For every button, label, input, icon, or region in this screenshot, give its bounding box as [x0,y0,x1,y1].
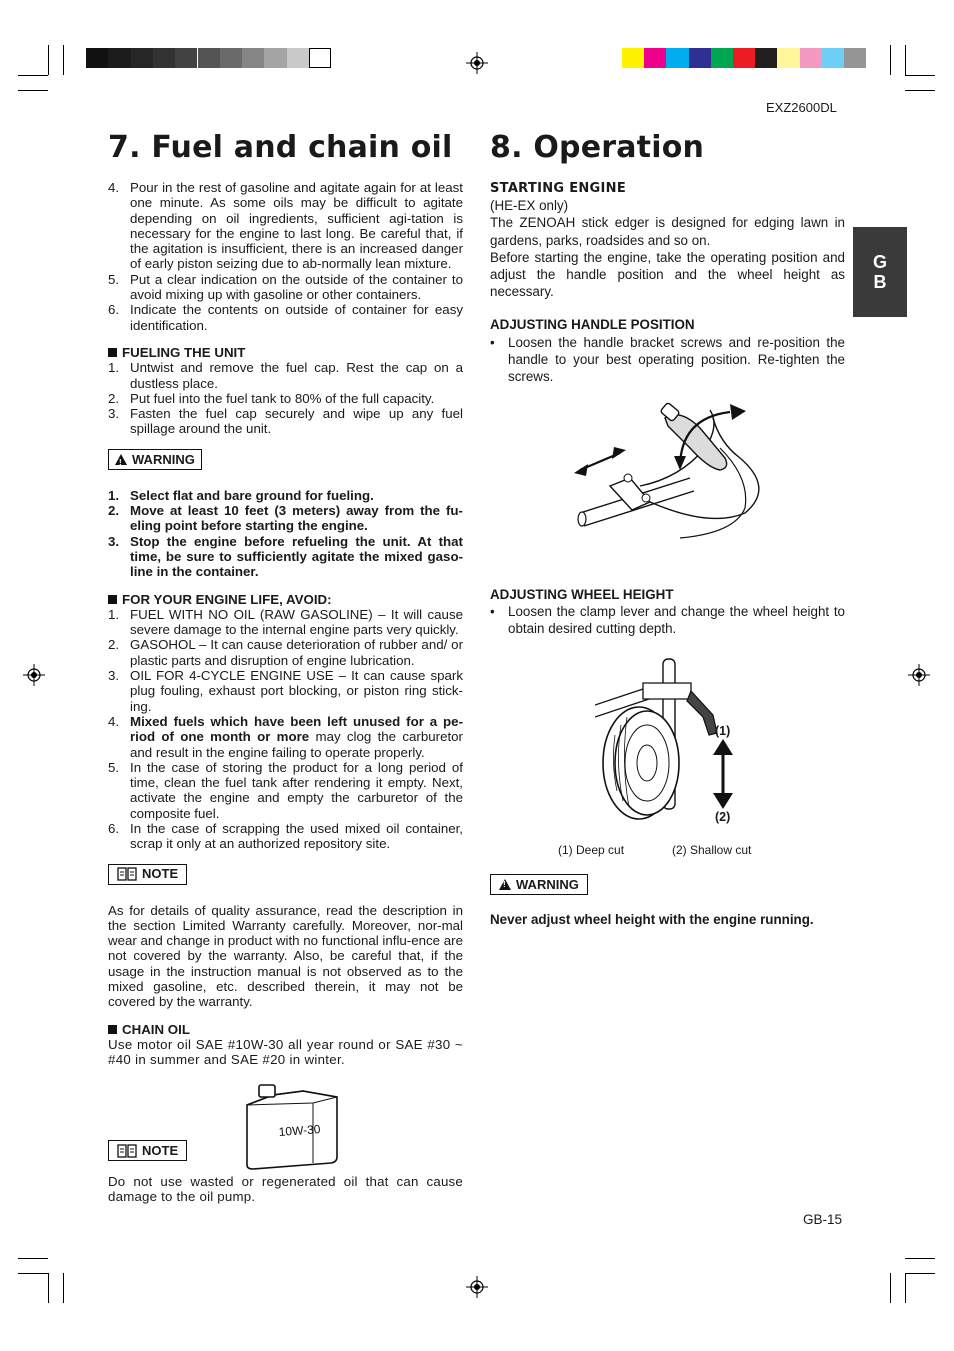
warning-triangle-icon [499,879,511,890]
crop-mark [18,1273,48,1274]
list-item: 5. In the case of storing the product for a long period of time, clean the fuel tank after rendering it empty. Next, activate the engine and empty the carburetor of the composite fuel. [108,759,463,821]
crop-mark [48,1273,49,1303]
list-item: 2. Put fuel into the fuel tank to 80% of the full capacity. [108,390,435,406]
warning-text-right: Never adjust wheel height with the engine running. [490,912,814,927]
crop-mark [905,1258,935,1259]
crop-mark [63,45,64,75]
color-swatch [242,48,264,68]
note-text: As for details of quality assurance, read the description in the section Limited Warranty carefully. Moreover, nor-mal wear and change in product with no functional influ-ence are not covered by the warranty. Also, be careful that, if the usage in the instruction manual is not observed as to the mixed gasoline, etc. described therein, it may not be covered by the warranty. [108,902,463,1010]
wheel-heading: ADJUSTING WHEEL HEIGHT [490,587,674,602]
caption-shallow-cut: (2) Shallow cut [672,843,752,857]
wheel-label-1: (1) [715,724,731,738]
warning-label: ! WARNING [108,449,202,470]
right-column-2 [490,586,845,638]
starting-text-2: Before starting the engine, take the operating position and adjust the handle position and the wheel height as necessary. [490,249,845,300]
color-swatch [800,48,822,68]
handle-heading: ADJUSTING HANDLE POSITION [490,317,695,333]
fueling-heading: FUELING THE UNIT [108,345,463,360]
right-column [490,180,845,385]
registration-mark-icon [23,664,45,686]
color-swatch [711,48,733,68]
color-swatch [733,48,755,68]
language-tab: G B [853,227,907,317]
wheel-height-illustration [595,655,745,835]
color-swatch [108,48,130,68]
list-item: 4. Mixed fuels which have been left unused for a pe-riod of one month or more may clog the carburetor and result in the engine failing to operate properly. [108,713,463,760]
color-swatch [622,48,644,68]
crop-mark [63,1273,64,1303]
list-item: 4. Pour in the rest of gasoline and agitate again for at least one minute. As some oils may be difficult to agitate depending on oil ingredients, sufficient agi-tation is necessary for the engine to last long. Be careful that, if the agitation is insufficient, there is an increased danger of early piston seizing due to ab-normally lean mixture. [108,180,463,272]
caption-deep-cut: (1) Deep cut [558,843,625,857]
crop-mark [18,1258,48,1259]
color-swatch [131,48,153,68]
color-swatch [777,48,799,68]
chain-oil-heading: CHAIN OIL [108,1022,463,1037]
color-swatch [755,48,777,68]
list-item: 5. Put a clear indication on the outside of the container to avoid mixing up with gasoline or other containers. [108,271,463,303]
color-swatch [822,48,844,68]
note-label-2: NOTE [108,1140,187,1163]
wheel-label-2: (2) [715,810,731,824]
color-swatch [666,48,688,68]
color-swatch [153,48,175,68]
oil-can-label: 10W-30 [278,1122,321,1139]
crop-mark [905,90,935,91]
crop-mark [905,1273,906,1303]
registration-mark-icon [466,52,488,74]
starting-sub: (HE-EX only) [490,198,569,214]
oil-can-illustration [243,1083,343,1173]
mix-steps [108,180,463,333]
list-item: 3. Stop the engine before refueling the unit. At that time, be sure to sufficiently agitate the mixed gaso-line in the container. [108,533,463,580]
model-number: EXZ2600DL [766,100,837,115]
starting-text: The ZENOAH stick edger is designed for edging lawn in gardens, parks, roadsides and so on. [490,215,845,248]
left-column [108,180,463,1068]
color-swatch [644,48,666,68]
starting-heading: STARTING ENGINE [490,181,627,196]
color-swatch [86,48,108,68]
page-number: GB-15 [803,1212,843,1227]
warning-label-right: ! WARNING [490,874,588,895]
registration-mark-icon [466,1276,488,1298]
note-book-icon [117,1144,137,1158]
color-swatch [198,48,220,68]
list-item: 1. Select flat and bare ground for fueling. [108,487,374,503]
color-swatch [264,48,286,68]
list-item: 1. Untwist and remove the fuel cap. Rest the cap on a dustless place. [108,360,463,391]
crop-mark [890,45,891,75]
crop-mark [905,75,935,76]
color-swatch [287,48,309,68]
handle-adjust-illustration [570,398,770,558]
crop-mark [905,1273,935,1274]
color-swatch [175,48,197,68]
color-swatch [309,48,331,68]
warning-triangle-icon [115,454,127,465]
note-label: NOTE [108,864,187,885]
crop-mark [890,1273,891,1303]
chain-oil-text: Use motor oil SAE #10W-30 all year round or SAE #30 ~ #40 in summer and SAE #20 in winter. [108,1036,463,1068]
registration-mark-icon [908,664,930,686]
list-item: 2. Move at least 10 feet (3 meters) away from the fu-eling point before starting the engine. [108,503,463,534]
section-title: 7. Fuel and chain oil [108,130,453,165]
note2-text: Do not use wasted or regenerated oil that can cause damage to the oil pump. [108,1174,463,1205]
list-item: 3. Fasten the fuel cap securely and wipe up any fuel spillage around the unit. [108,406,463,437]
avoid-heading: FOR YOUR ENGINE LIFE, AVOID: [108,592,463,607]
list-item: 1. FUEL WITH NO OIL (RAW GASOLINE) – It will cause severe damage to the internal engine parts very quickly. [108,606,463,638]
section-title: 8. Operation [490,130,705,165]
crop-mark [18,75,48,76]
crop-mark [905,45,906,75]
note-book-icon [117,867,137,881]
crop-mark [48,45,49,75]
color-swatch [220,48,242,68]
color-swatch [689,48,711,68]
list-item: 6. In the case of scrapping the used mixed oil container, scrap it only at an authorized repository site. [108,820,463,852]
color-swatch [844,48,866,68]
bullet-item: • Loosen the clamp lever and change the wheel height to obtain desired cutting depth. [490,604,845,637]
bullet-item: • Loosen the handle bracket screws and re-position the handle to your best operating position. Re-tighten the screws. [490,334,845,385]
list-item: 6. Indicate the contents on outside of container for easy identification. [108,302,463,333]
list-item: 2. GASOHOL – It can cause deterioration of rubber and/ or plastic parts and disruption of engine lubrication. [108,637,463,668]
list-item: 3. OIL FOR 4-CYCLE ENGINE USE – It can cause spark plug fouling, exhaust port blocking, or piston ring stick-ing. [108,668,463,714]
crop-mark [18,90,48,91]
